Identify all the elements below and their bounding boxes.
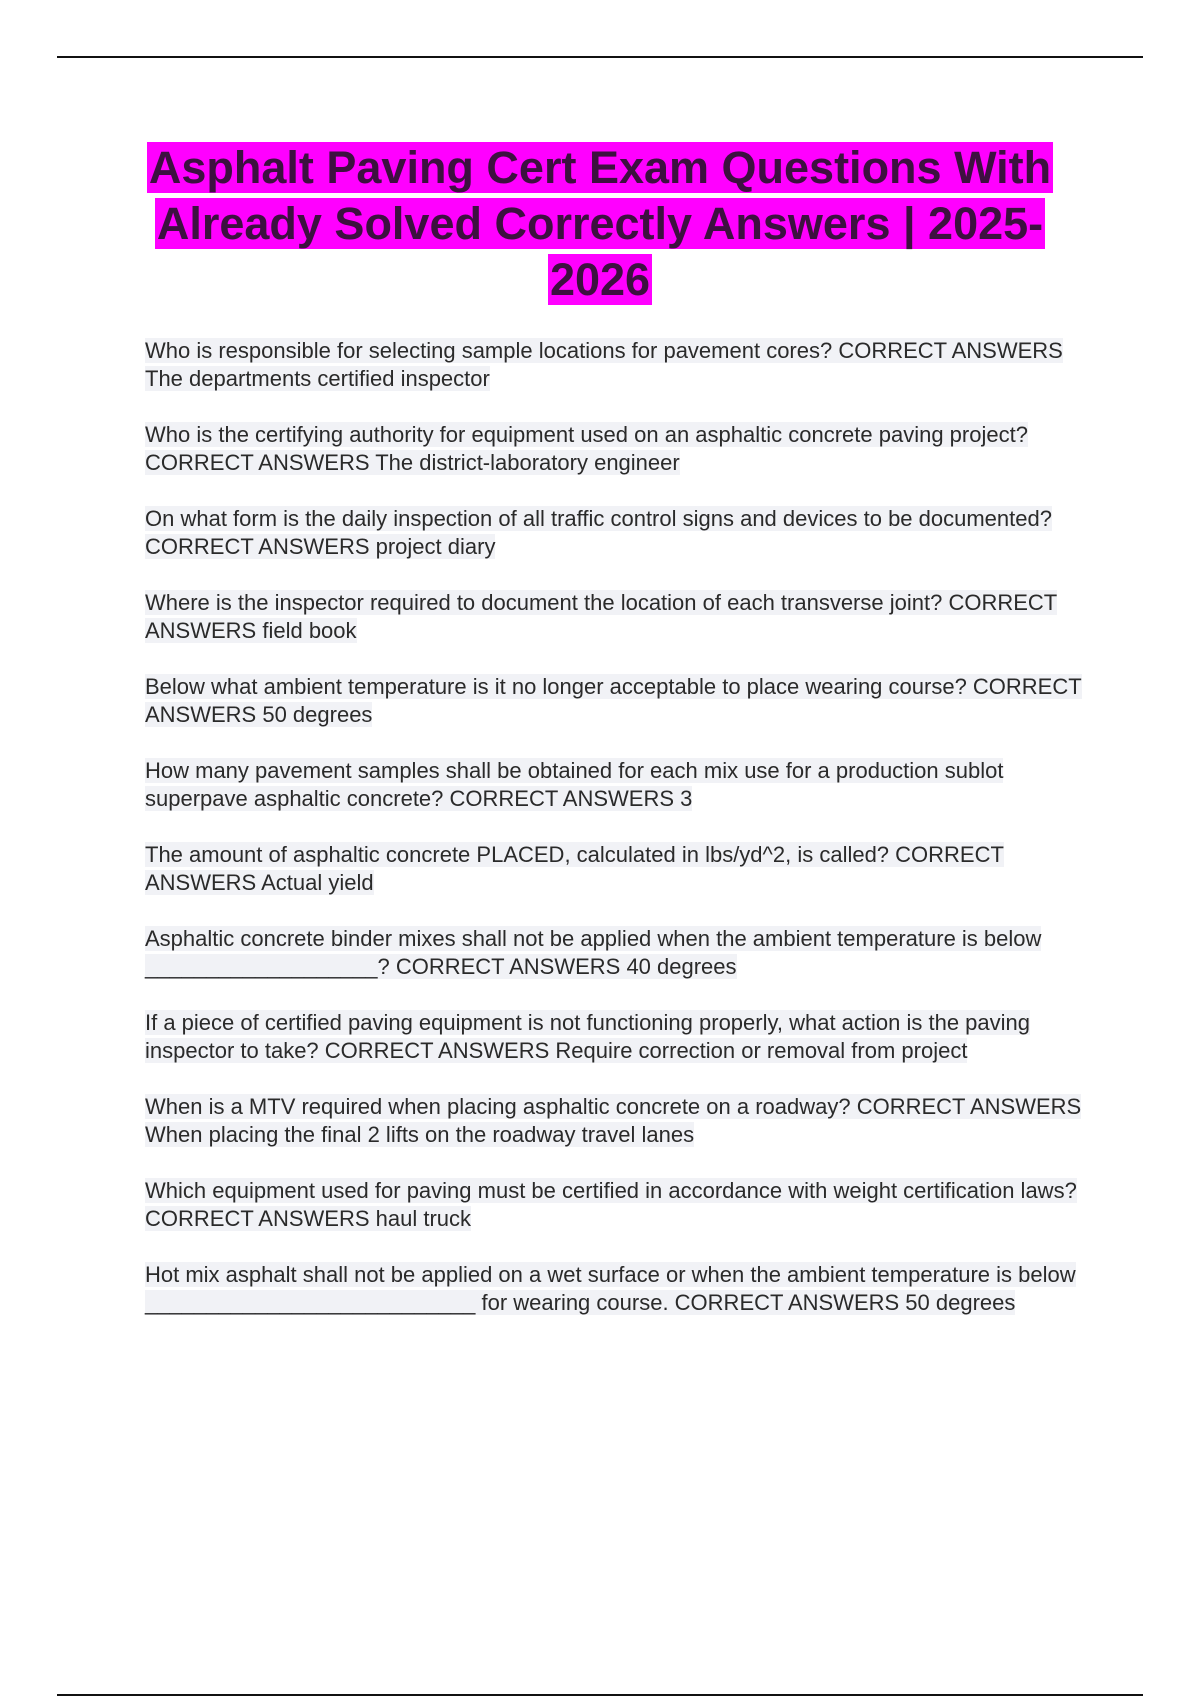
qa-item (145, 757, 1085, 813)
qa-item (145, 925, 1085, 981)
qa-item (145, 673, 1085, 729)
document-title (120, 140, 1080, 308)
qa-item-text: When is a MTV required when placing asphaltic concrete on a roadway? CORRECT ANSWERS When placing the final 2 lifts on the roadway travel lanes (145, 1094, 1082, 1147)
qa-item (145, 337, 1085, 393)
qa-item (145, 589, 1085, 645)
qa-item-text: The amount of asphaltic concrete PLACED, calculated in lbs/yd^2, is called? CORRECT ANSWERS Actual yield (145, 842, 1004, 895)
qa-item-text: On what form is the daily inspection of all traffic control signs and devices to be documented? CORRECT ANSWERS project diary (145, 506, 1052, 559)
qa-item (145, 505, 1085, 561)
qa-item (145, 421, 1085, 477)
qa-item-text: If a piece of certified paving equipment is not functioning properly, what action is the paving inspector to take? CORRECT ANSWERS Require correction or removal from project (145, 1010, 1031, 1063)
qa-item (145, 1261, 1085, 1317)
qa-item-text: Below what ambient temperature is it no longer acceptable to place wearing course? CORRECT ANSWERS 50 degrees (145, 674, 1082, 727)
qa-item (145, 1009, 1085, 1065)
qa-item-text: Asphaltic concrete binder mixes shall not be applied when the ambient temperature is below ___________________? CORRECT ANSWERS 40 degrees (145, 926, 1042, 979)
qa-item-text: Where is the inspector required to document the location of each transverse joint? CORRECT ANSWERS field book (145, 590, 1058, 643)
qa-list (145, 337, 1085, 1345)
document-title-text: Asphalt Paving Cert Exam Questions With Already Solved Correctly Answers | 2025-2026 (148, 142, 1052, 305)
qa-item (145, 1093, 1085, 1149)
qa-item-text: How many pavement samples shall be obtained for each mix use for a production sublot superpave asphaltic concrete? CORRECT ANSWERS 3 (145, 758, 1004, 811)
qa-item-text: Who is responsible for selecting sample locations for pavement cores? CORRECT ANSWERS The departments certified inspector (145, 338, 1063, 391)
bottom-rule (57, 1694, 1143, 1696)
qa-item-text: Which equipment used for paving must be certified in accordance with weight certification laws? CORRECT ANSWERS haul truck (145, 1178, 1077, 1231)
qa-item-text: Hot mix asphalt shall not be applied on a wet surface or when the ambient temperature is below ___________________________ for wearing course. CORRECT ANSWERS 50 degrees (145, 1262, 1076, 1315)
qa-item (145, 1177, 1085, 1233)
qa-item (145, 841, 1085, 897)
top-rule (57, 56, 1143, 58)
qa-item-text: Who is the certifying authority for equipment used on an asphaltic concrete paving project? CORRECT ANSWERS The district-laboratory engineer (145, 422, 1028, 475)
